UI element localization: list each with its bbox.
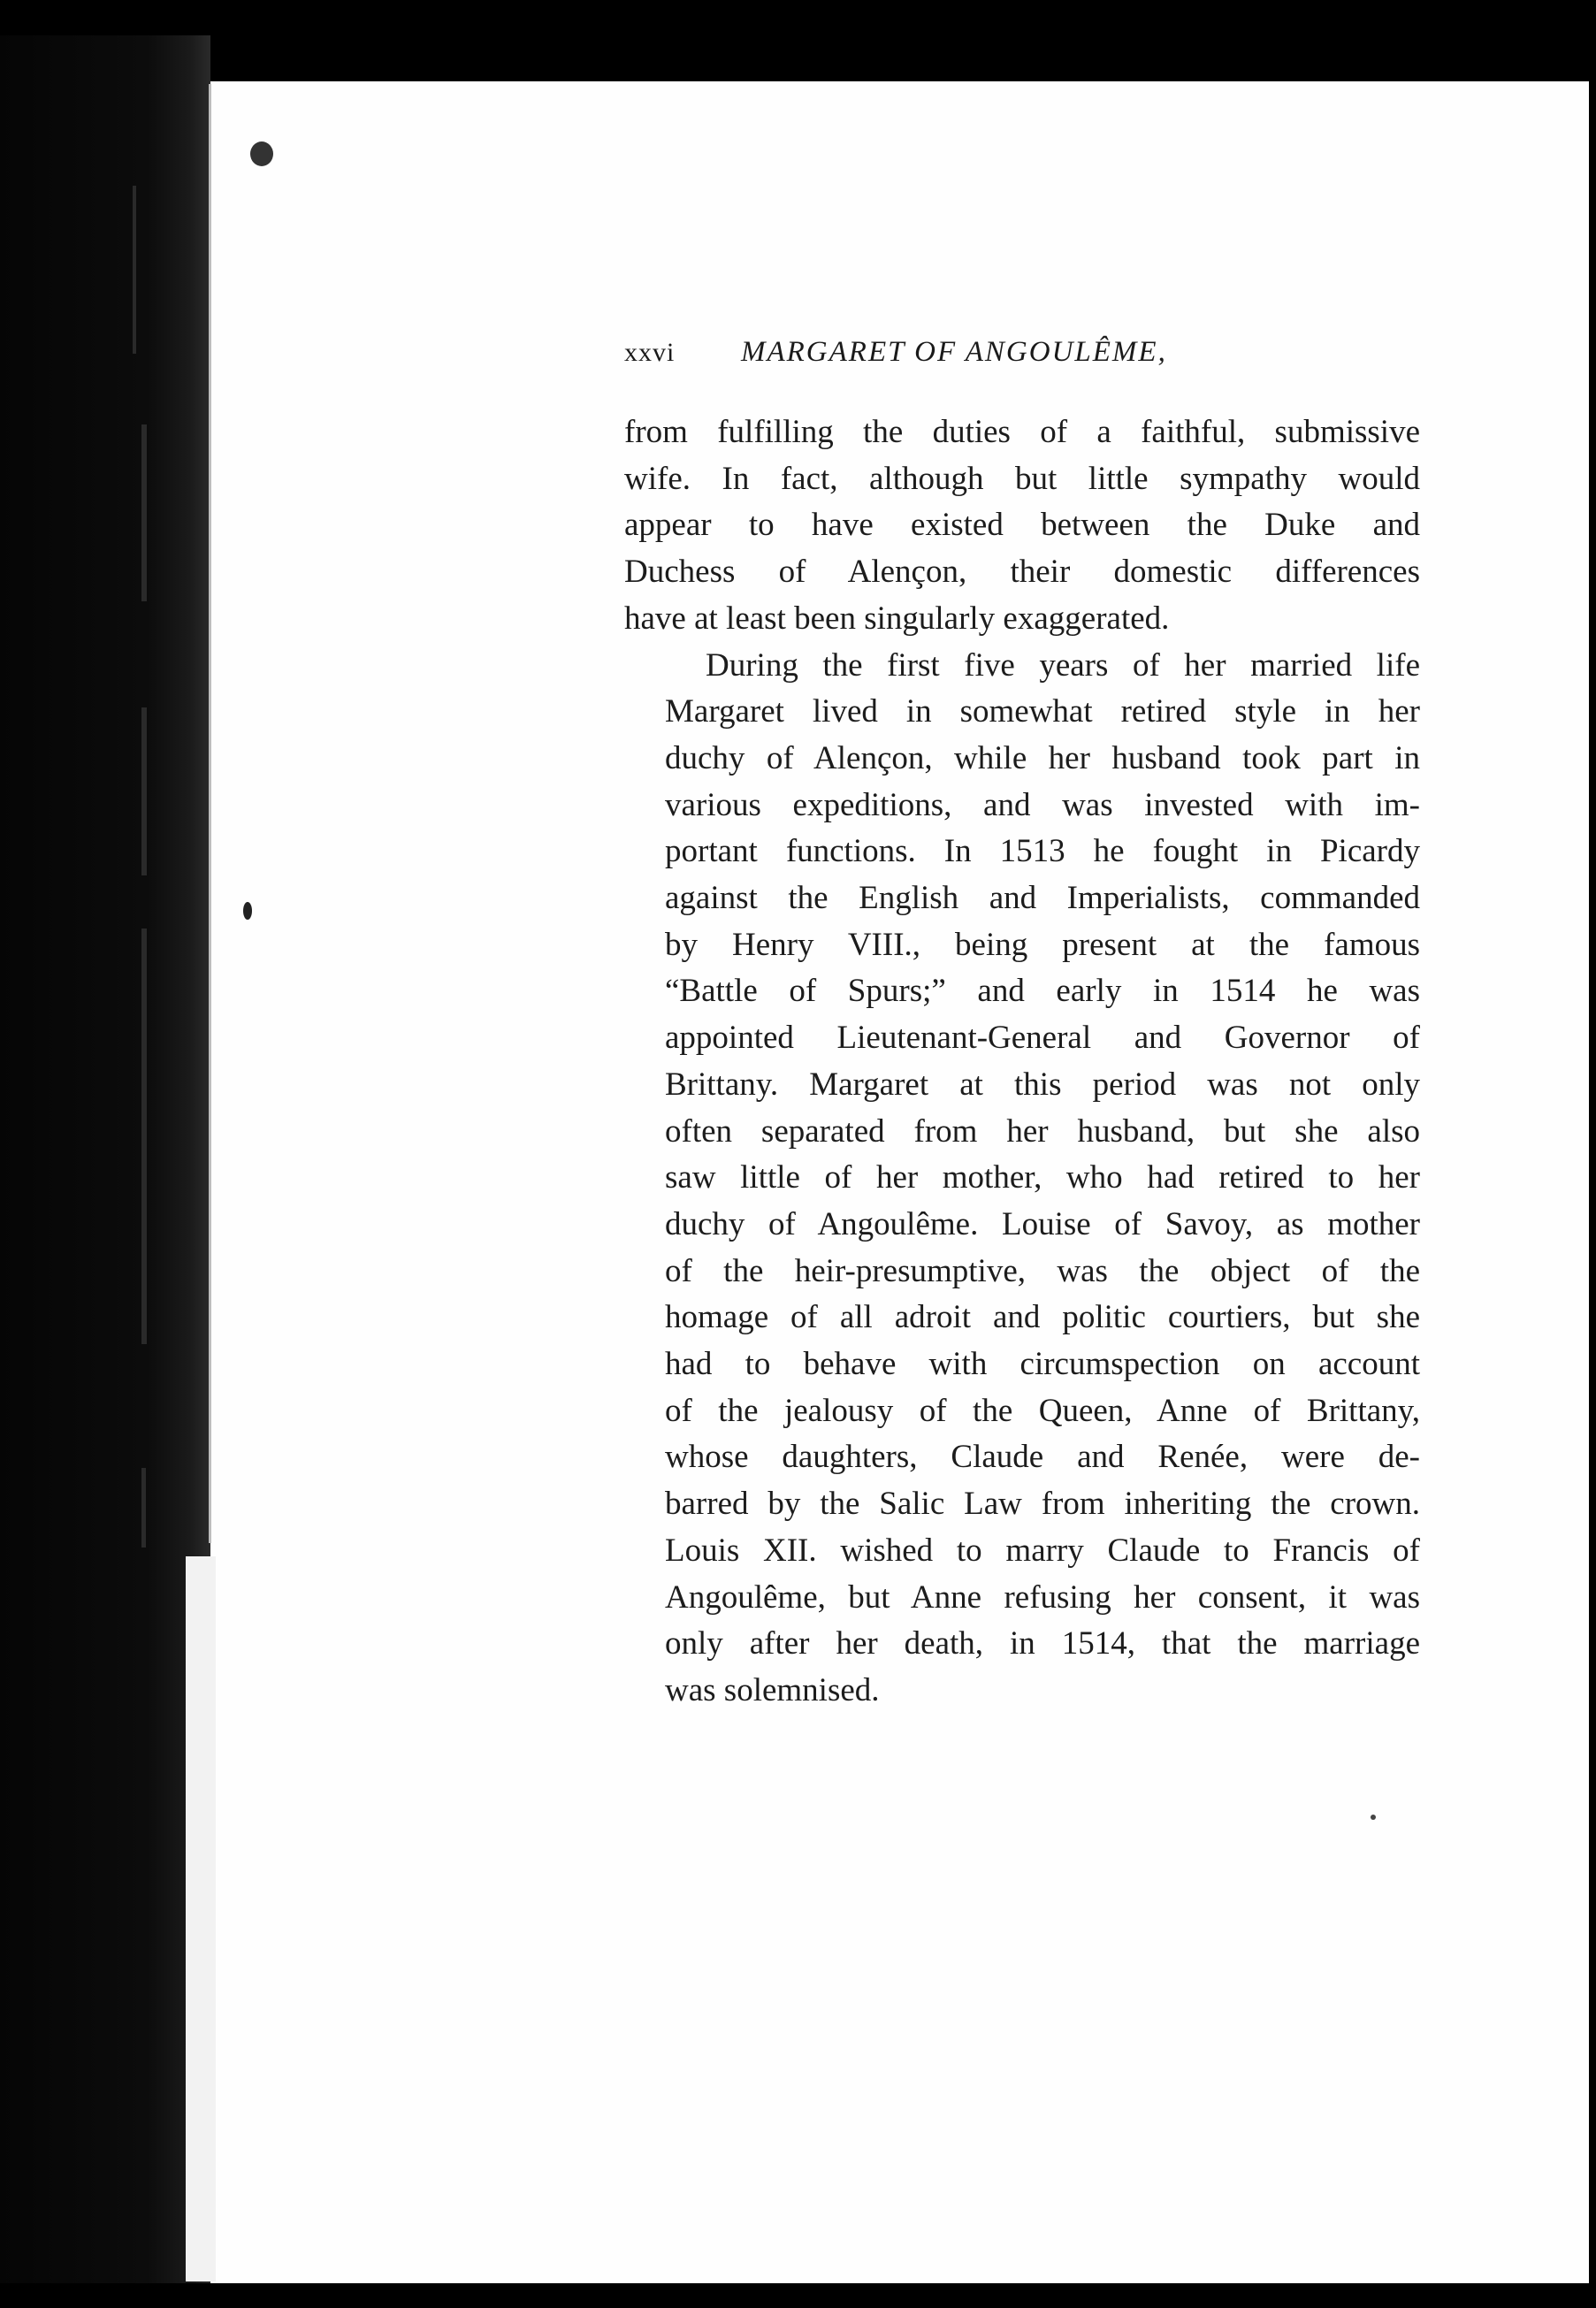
gutter-artifact: [141, 929, 147, 1344]
text-line: of the heir-presumptive, was the object of the: [665, 1252, 1420, 1289]
ink-dot: [1371, 1815, 1376, 1820]
gutter-artifact: [133, 186, 136, 354]
text-line: had to behave with circumspection on account: [665, 1346, 1420, 1383]
text-line: appear to have existed between the Duke and: [624, 507, 1420, 544]
gutter-artifact: [141, 707, 147, 875]
body-text: [624, 409, 1420, 1715]
scan-right-border: [1589, 0, 1596, 2308]
text-line: duchy of Angoulême. Louise of Savoy, as mother: [665, 1205, 1420, 1242]
text-line: against the English and Imperialists, commanded: [665, 880, 1420, 917]
binding-gutter: [0, 35, 210, 2299]
text-line: from fulfilling the duties of a faithful, submissive: [624, 414, 1420, 450]
gutter-artifact: [141, 424, 147, 601]
text-line: Louis XII. wished to marry Claude to Francis of: [665, 1532, 1420, 1569]
text-line: was solemnised.: [665, 1671, 880, 1708]
text-line: homage of all adroit and politic courtiers, but she: [665, 1299, 1420, 1336]
scan-bottom-border: [0, 2283, 1596, 2308]
text-line: saw little of her mother, who had retired to her: [665, 1159, 1420, 1196]
text-line: only after her death, in 1514, that the marriage: [665, 1625, 1420, 1662]
paragraph: [624, 409, 1420, 643]
text-line: Duchess of Alençon, their domestic differences: [624, 554, 1420, 591]
text-line: have at least been singularly exaggerated.: [624, 600, 1170, 637]
text-line: Margaret lived in somewhat retired style in her: [665, 693, 1420, 730]
text-line: whose daughters, Claude and Renée, were de-: [665, 1439, 1420, 1476]
text-line: wife. In fact, although but little sympathy would: [624, 460, 1420, 497]
text-line: During the first five years of her married life: [706, 646, 1420, 684]
page-header: [624, 327, 1420, 380]
page-edge-light: [186, 1556, 216, 2281]
scan-top-border: [0, 0, 1596, 81]
gutter-artifact: [141, 1468, 146, 1548]
paragraph: [624, 643, 1420, 1715]
text-line: appointed Lieutenant-General and Governor of: [665, 1020, 1420, 1057]
text-line: by Henry VIII., being present at the famous: [665, 926, 1420, 963]
marginal-specks: [250, 141, 273, 166]
page-number: xxvi: [624, 338, 676, 367]
ink-blot: [243, 902, 252, 920]
text-line: barred by the Salic Law from inheriting the crown.: [665, 1486, 1420, 1523]
text-line: duchy of Alençon, while her husband took part in: [665, 739, 1420, 776]
text-line: various expeditions, and was invested with im-: [665, 786, 1420, 823]
text-line: often separated from her husband, but she also: [665, 1112, 1420, 1150]
text-line: portant functions. In 1513 he fought in Picardy: [665, 833, 1420, 870]
running-head: MARGARET OF ANGOULÊME,: [741, 336, 1167, 368]
text-line: of the jealousy of the Queen, Anne of Brittany,: [665, 1392, 1420, 1429]
text-line: “Battle of Spurs;” and early in 1514 he was: [665, 973, 1420, 1010]
text-line: Brittany. Margaret at this period was not only: [665, 1066, 1420, 1103]
page-edge-line: [209, 84, 211, 1543]
text-line: Angoulême, but Anne refusing her consent, it was: [665, 1578, 1420, 1616]
